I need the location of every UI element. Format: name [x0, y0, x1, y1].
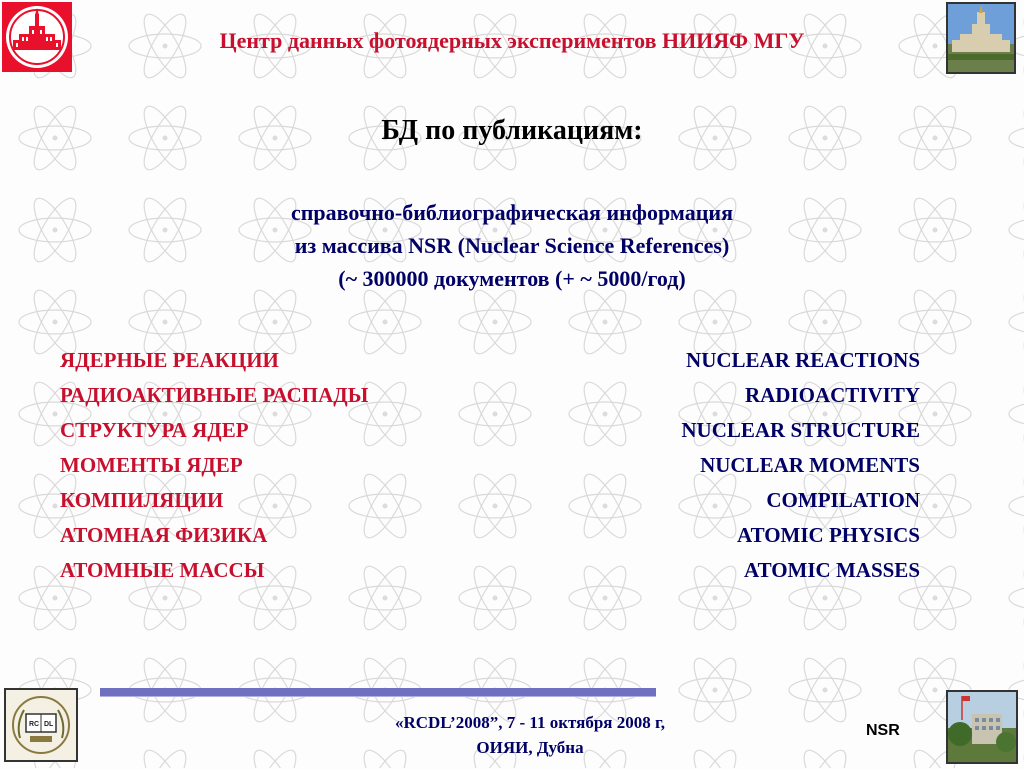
- topic-en-item: ATOMIC MASSES: [743, 558, 920, 582]
- jinr-building-photo-icon: [946, 690, 1018, 764]
- topic-en-item: ATOMIC PHYSICS: [736, 523, 920, 547]
- topic-ru-item: ЯДЕРНЫЕ РЕАКЦИИ: [60, 348, 279, 372]
- description-block: [0, 196, 1024, 295]
- msu-logo-icon: [2, 2, 72, 72]
- nsr-label: NSR: [866, 722, 900, 739]
- topics-list-russian: [60, 343, 540, 588]
- footer-conference-info: [280, 710, 780, 760]
- topic-en-item: NUCLEAR MOMENTS: [700, 453, 920, 477]
- section-title: БД по публикациям:: [381, 115, 643, 146]
- topic-ru-item: КОМПИЛЯЦИИ: [60, 488, 224, 512]
- topic-ru-item: МОМЕНТЫ ЯДЕР: [60, 453, 243, 477]
- topics-list-english: [540, 343, 920, 588]
- footer-line-2: ОИЯИ, Дубна: [476, 738, 584, 757]
- topic-en-item: NUCLEAR REACTIONS: [686, 348, 920, 372]
- description-line: справочно-библиографическая информация: [290, 200, 734, 225]
- topic-en-item: RADIOACTIVITY: [744, 383, 920, 407]
- rcdl-logo-label-right: DL: [44, 721, 54, 728]
- rcdl-logo-icon: [4, 688, 78, 762]
- footer-divider-bar: [100, 688, 656, 696]
- page-header-title: Центр данных фотоядерных экспериментов НИИЯФ МГУ: [219, 28, 805, 53]
- description-line: (~ 300000 документов (+ ~ 5000/год): [338, 266, 686, 291]
- footer-line-1: «RCDL’2008”, 7 - 11 октября 2008 г,: [394, 713, 666, 732]
- topic-en-item: COMPILATION: [766, 488, 920, 512]
- msu-building-photo-icon: [946, 2, 1016, 74]
- topic-ru-item: АТОМНЫЕ МАССЫ: [60, 558, 265, 582]
- topic-en-item: NUCLEAR STRUCTURE: [681, 418, 920, 442]
- rcdl-logo-label-left: RC: [29, 721, 40, 728]
- description-line: из массива NSR (Nuclear Science References): [294, 233, 730, 258]
- topic-ru-item: АТОМНАЯ ФИЗИКА: [60, 523, 268, 547]
- topic-ru-item: СТРУКТУРА ЯДЕР: [60, 418, 249, 442]
- topic-ru-item: РАДИОАКТИВНЫЕ РАСПАДЫ: [60, 383, 369, 407]
